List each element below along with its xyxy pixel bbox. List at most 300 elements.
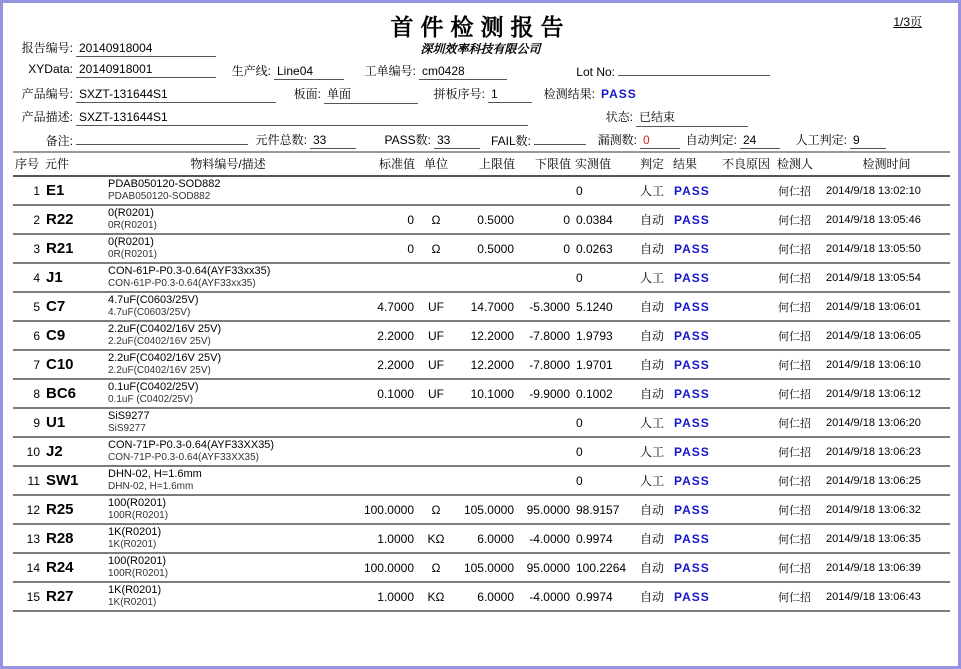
inspector-name: 何仁招 bbox=[775, 263, 823, 292]
inspection-time: 2014/9/18 13:06:23 bbox=[823, 437, 950, 466]
standard-value: 2.2000 bbox=[351, 350, 417, 379]
part-description bbox=[105, 263, 351, 292]
judge-mode: 自动 bbox=[633, 582, 671, 611]
part-number: 1K(R0201) bbox=[108, 526, 162, 538]
measured-value: 0.9974 bbox=[573, 582, 633, 611]
defect-reason bbox=[717, 350, 775, 379]
field-report-no bbox=[11, 39, 216, 56]
report-header bbox=[3, 3, 958, 151]
field-label: 漏测数: bbox=[597, 133, 637, 147]
col-header-component: 元件 bbox=[43, 152, 105, 176]
field-panel-index bbox=[421, 85, 532, 102]
lower-limit: -4.0000 bbox=[517, 524, 573, 553]
field-label: 拼板序号: bbox=[433, 87, 485, 101]
table-row bbox=[13, 495, 950, 524]
unit bbox=[417, 437, 455, 466]
row-index: 4 bbox=[13, 263, 43, 292]
row-index: 12 bbox=[13, 495, 43, 524]
field-label: 人工判定: bbox=[795, 133, 847, 147]
defect-reason bbox=[717, 263, 775, 292]
standard-value bbox=[351, 408, 417, 437]
part-number: 4.7uF(C0603/25V) bbox=[108, 294, 199, 306]
inspector-name: 何仁招 bbox=[775, 437, 823, 466]
component-name: C10 bbox=[43, 350, 105, 379]
upper-limit bbox=[455, 437, 517, 466]
component-name: J2 bbox=[43, 437, 105, 466]
result-badge: PASS bbox=[671, 582, 717, 611]
field-total-components bbox=[245, 131, 356, 148]
field-status bbox=[595, 108, 748, 125]
measured-value: 0 bbox=[573, 263, 633, 292]
component-name: E1 bbox=[43, 176, 105, 205]
defect-reason bbox=[717, 292, 775, 321]
defect-reason bbox=[717, 408, 775, 437]
inspection-time: 2014/9/18 13:06:01 bbox=[823, 292, 950, 321]
judge-mode: 自动 bbox=[633, 234, 671, 263]
table-header-row bbox=[13, 152, 950, 176]
part-description bbox=[105, 176, 351, 205]
field-label: 备注: bbox=[45, 134, 73, 148]
col-header-judge: 判定 bbox=[633, 152, 671, 176]
standard-value: 100.0000 bbox=[351, 495, 417, 524]
unit: UF bbox=[417, 292, 455, 321]
table-row bbox=[13, 582, 950, 611]
row-index: 15 bbox=[13, 582, 43, 611]
part-desc-line2: 0R(R0201) bbox=[108, 249, 157, 260]
lower-limit bbox=[517, 408, 573, 437]
unit: UF bbox=[417, 321, 455, 350]
lower-limit: 95.0000 bbox=[517, 553, 573, 582]
col-header-upper: 上限值 bbox=[455, 152, 517, 176]
field-test-result bbox=[531, 85, 640, 102]
table-row bbox=[13, 292, 950, 321]
lower-limit: 0 bbox=[517, 234, 573, 263]
measured-value: 0 bbox=[573, 408, 633, 437]
field-value: 33 bbox=[434, 133, 480, 149]
upper-limit bbox=[455, 176, 517, 205]
field-label: 板面: bbox=[293, 87, 321, 101]
field-value: 33 bbox=[310, 133, 356, 149]
field-pass-count bbox=[373, 131, 480, 148]
unit: Ω bbox=[417, 495, 455, 524]
judge-mode: 人工 bbox=[633, 408, 671, 437]
col-header-standard: 标准值 bbox=[351, 152, 417, 176]
inspector-name: 何仁招 bbox=[775, 582, 823, 611]
measured-value: 100.2264 bbox=[573, 553, 633, 582]
row-index: 2 bbox=[13, 205, 43, 234]
field-production-line bbox=[223, 62, 344, 79]
upper-limit: 105.0000 bbox=[455, 495, 517, 524]
upper-limit: 12.2000 bbox=[455, 321, 517, 350]
upper-limit: 0.5000 bbox=[455, 234, 517, 263]
measured-value: 0 bbox=[573, 466, 633, 495]
results-table-body bbox=[13, 176, 950, 611]
part-description bbox=[105, 524, 351, 553]
inspector-name: 何仁招 bbox=[775, 495, 823, 524]
judge-mode: 人工 bbox=[633, 176, 671, 205]
table-row bbox=[13, 466, 950, 495]
field-auto-judge bbox=[679, 131, 780, 148]
missed-count-value: 0 bbox=[640, 133, 680, 149]
field-label: 检测结果: bbox=[543, 87, 595, 101]
upper-limit: 14.7000 bbox=[455, 292, 517, 321]
lower-limit: -7.8000 bbox=[517, 321, 573, 350]
defect-reason bbox=[717, 466, 775, 495]
measured-value: 1.9793 bbox=[573, 321, 633, 350]
defect-reason bbox=[717, 234, 775, 263]
upper-limit: 0.5000 bbox=[455, 205, 517, 234]
table-row bbox=[13, 350, 950, 379]
component-name: C9 bbox=[43, 321, 105, 350]
field-value bbox=[76, 131, 248, 145]
standard-value: 1.0000 bbox=[351, 524, 417, 553]
component-name: U1 bbox=[43, 408, 105, 437]
part-number: 100(R0201) bbox=[108, 497, 167, 509]
measured-value: 0.0384 bbox=[573, 205, 633, 234]
part-desc-line2: 2.2uF(C0402/16V 25V) bbox=[108, 336, 211, 347]
inspector-name: 何仁招 bbox=[775, 292, 823, 321]
defect-reason bbox=[717, 205, 775, 234]
inspection-time: 2014/9/18 13:06:12 bbox=[823, 379, 950, 408]
component-name: C7 bbox=[43, 292, 105, 321]
measured-value: 0.0263 bbox=[573, 234, 633, 263]
judge-mode: 自动 bbox=[633, 495, 671, 524]
unit: KΩ bbox=[417, 524, 455, 553]
field-label: 产品描述: bbox=[21, 110, 73, 124]
inspection-time: 2014/9/18 13:06:25 bbox=[823, 466, 950, 495]
component-name: R25 bbox=[43, 495, 105, 524]
defect-reason bbox=[717, 321, 775, 350]
field-value bbox=[534, 131, 586, 145]
inspector-name: 何仁招 bbox=[775, 524, 823, 553]
field-label: XYData: bbox=[28, 62, 73, 76]
field-label: PASS数: bbox=[384, 133, 431, 147]
row-index: 1 bbox=[13, 176, 43, 205]
part-desc-line2: PDAB050120-SOD882 bbox=[108, 191, 211, 202]
inspector-name: 何仁招 bbox=[775, 379, 823, 408]
upper-limit bbox=[455, 408, 517, 437]
col-header-inspector: 检测人 bbox=[775, 152, 823, 176]
field-value: 9 bbox=[850, 133, 886, 149]
field-label: Lot No: bbox=[576, 65, 615, 79]
unit: Ω bbox=[417, 234, 455, 263]
unit bbox=[417, 176, 455, 205]
col-header-time: 检测时间 bbox=[823, 152, 950, 176]
inspector-name: 何仁招 bbox=[775, 408, 823, 437]
part-desc-line2: DHN-02, H=1.6mm bbox=[108, 481, 194, 492]
upper-limit: 6.0000 bbox=[455, 524, 517, 553]
part-number: DHN-02, H=1.6mm bbox=[108, 468, 202, 480]
part-description bbox=[105, 553, 351, 582]
part-desc-line2: 1K(R0201) bbox=[108, 539, 157, 550]
part-description bbox=[105, 321, 351, 350]
part-desc-line2: 2.2uF(C0402/16V 25V) bbox=[108, 365, 211, 376]
inspection-time: 2014/9/18 13:06:43 bbox=[823, 582, 950, 611]
part-description bbox=[105, 466, 351, 495]
defect-reason bbox=[717, 176, 775, 205]
table-row bbox=[13, 234, 950, 263]
lower-limit: -7.8000 bbox=[517, 350, 573, 379]
standard-value: 2.2000 bbox=[351, 321, 417, 350]
field-lot-no bbox=[561, 62, 770, 79]
lower-limit bbox=[517, 466, 573, 495]
component-name: R22 bbox=[43, 205, 105, 234]
part-description bbox=[105, 205, 351, 234]
unit: UF bbox=[417, 379, 455, 408]
result-badge: PASS bbox=[671, 466, 717, 495]
part-number: CON-71P-P0.3-0.64(AYF33XX35) bbox=[108, 439, 275, 451]
inspection-time: 2014/9/18 13:02:10 bbox=[823, 176, 950, 205]
table-row bbox=[13, 205, 950, 234]
standard-value bbox=[351, 263, 417, 292]
part-desc-line2: SiS9277 bbox=[108, 423, 146, 434]
table-row bbox=[13, 263, 950, 292]
inspection-time: 2014/9/18 13:05:50 bbox=[823, 234, 950, 263]
defect-reason bbox=[717, 495, 775, 524]
field-fail-count bbox=[483, 131, 586, 148]
defect-reason bbox=[717, 379, 775, 408]
part-number: 2.2uF(C0402/16V 25V) bbox=[108, 323, 222, 335]
field-product-no bbox=[11, 85, 276, 102]
field-value: 20140918004 bbox=[76, 41, 216, 57]
defect-reason bbox=[717, 582, 775, 611]
field-board-side bbox=[285, 85, 418, 102]
table-row bbox=[13, 321, 950, 350]
part-description bbox=[105, 495, 351, 524]
field-label: 生产线: bbox=[231, 64, 271, 78]
row-index: 13 bbox=[13, 524, 43, 553]
col-header-result: 结果 bbox=[671, 152, 717, 176]
inspector-name: 何仁招 bbox=[775, 176, 823, 205]
table-row bbox=[13, 437, 950, 466]
part-description bbox=[105, 234, 351, 263]
page-title: 首件检测报告 bbox=[390, 14, 571, 40]
measured-value: 98.9157 bbox=[573, 495, 633, 524]
row-index: 11 bbox=[13, 466, 43, 495]
col-header-index: 序号 bbox=[13, 152, 43, 176]
field-value: Line04 bbox=[274, 64, 344, 80]
lower-limit bbox=[517, 176, 573, 205]
inspection-time: 2014/9/18 13:06:39 bbox=[823, 553, 950, 582]
result-badge: PASS bbox=[671, 379, 717, 408]
inspector-name: 何仁招 bbox=[775, 466, 823, 495]
row-index: 6 bbox=[13, 321, 43, 350]
result-badge: PASS bbox=[671, 234, 717, 263]
inspector-name: 何仁招 bbox=[775, 553, 823, 582]
unit: Ω bbox=[417, 205, 455, 234]
standard-value: 100.0000 bbox=[351, 553, 417, 582]
field-value: 已结束 bbox=[636, 108, 748, 127]
component-name: SW1 bbox=[43, 466, 105, 495]
inspector-name: 何仁招 bbox=[775, 321, 823, 350]
row-index: 14 bbox=[13, 553, 43, 582]
inspection-time: 2014/9/18 13:06:10 bbox=[823, 350, 950, 379]
judge-mode: 自动 bbox=[633, 205, 671, 234]
inspection-time: 2014/9/18 13:06:35 bbox=[823, 524, 950, 553]
defect-reason bbox=[717, 524, 775, 553]
lower-limit: -5.3000 bbox=[517, 292, 573, 321]
inspection-time: 2014/9/18 13:05:46 bbox=[823, 205, 950, 234]
table-row bbox=[13, 524, 950, 553]
result-badge: PASS bbox=[671, 524, 717, 553]
part-desc-line2: 0.1uF (C0402/25V) bbox=[108, 394, 194, 405]
field-label: 状态: bbox=[605, 110, 633, 124]
upper-limit: 12.2000 bbox=[455, 350, 517, 379]
component-name: BC6 bbox=[43, 379, 105, 408]
judge-mode: 自动 bbox=[633, 292, 671, 321]
field-label: 自动判定: bbox=[685, 133, 737, 147]
page-indicator: 1/3页 bbox=[893, 15, 922, 29]
field-xydata bbox=[11, 62, 216, 79]
col-header-defect: 不良原因 bbox=[717, 152, 775, 176]
part-number: 1K(R0201) bbox=[108, 584, 162, 596]
field-label: 元件总数: bbox=[255, 133, 307, 147]
field-value: 20140918001 bbox=[76, 62, 216, 78]
inspector-name: 何仁招 bbox=[775, 205, 823, 234]
part-description bbox=[105, 437, 351, 466]
result-badge: PASS bbox=[671, 205, 717, 234]
table-row bbox=[13, 176, 950, 205]
row-index: 10 bbox=[13, 437, 43, 466]
part-desc-line2: CON-71P-P0.3-0.64(AYF33XX35) bbox=[108, 452, 259, 463]
field-value bbox=[618, 62, 770, 76]
field-label: 工单编号: bbox=[364, 64, 416, 78]
results-table bbox=[13, 151, 950, 612]
standard-value: 0 bbox=[351, 205, 417, 234]
defect-reason bbox=[717, 437, 775, 466]
field-manual-judge bbox=[789, 131, 886, 148]
row-index: 3 bbox=[13, 234, 43, 263]
component-name: R28 bbox=[43, 524, 105, 553]
part-desc-line2: 100R(R0201) bbox=[108, 568, 169, 579]
unit: KΩ bbox=[417, 582, 455, 611]
judge-mode: 自动 bbox=[633, 379, 671, 408]
part-desc-line2: 1K(R0201) bbox=[108, 597, 157, 608]
lower-limit bbox=[517, 263, 573, 292]
upper-limit bbox=[455, 466, 517, 495]
part-desc-line2: 100R(R0201) bbox=[108, 510, 169, 521]
inspection-time: 2014/9/18 13:06:05 bbox=[823, 321, 950, 350]
lower-limit: 95.0000 bbox=[517, 495, 573, 524]
judge-mode: 自动 bbox=[633, 524, 671, 553]
result-badge: PASS bbox=[671, 553, 717, 582]
part-desc-line2: 0R(R0201) bbox=[108, 220, 157, 231]
result-badge: PASS bbox=[671, 408, 717, 437]
lower-limit: -9.9000 bbox=[517, 379, 573, 408]
col-header-lower: 下限值 bbox=[517, 152, 573, 176]
inspector-name: 何仁招 bbox=[775, 350, 823, 379]
field-remark bbox=[11, 131, 248, 148]
lower-limit: -4.0000 bbox=[517, 582, 573, 611]
lower-limit bbox=[517, 437, 573, 466]
table-row bbox=[13, 379, 950, 408]
field-label: 产品编号: bbox=[21, 87, 73, 101]
judge-mode: 人工 bbox=[633, 466, 671, 495]
part-description bbox=[105, 408, 351, 437]
unit bbox=[417, 408, 455, 437]
measured-value: 0 bbox=[573, 176, 633, 205]
component-name: R24 bbox=[43, 553, 105, 582]
row-index: 7 bbox=[13, 350, 43, 379]
result-badge: PASS bbox=[671, 350, 717, 379]
judge-mode: 自动 bbox=[633, 553, 671, 582]
row-index: 8 bbox=[13, 379, 43, 408]
standard-value: 0 bbox=[351, 234, 417, 263]
upper-limit: 10.1000 bbox=[455, 379, 517, 408]
field-work-order-no bbox=[348, 62, 507, 79]
field-value: SXZT-131644S1 bbox=[76, 110, 528, 126]
result-badge: PASS bbox=[671, 176, 717, 205]
measured-value: 0.9974 bbox=[573, 524, 633, 553]
field-value: SXZT-131644S1 bbox=[76, 87, 276, 103]
col-header-part-desc: 物料编号/描述 bbox=[105, 152, 351, 176]
part-number: SiS9277 bbox=[108, 410, 150, 422]
part-desc-line2: 4.7uF(C0603/25V) bbox=[108, 307, 191, 318]
upper-limit: 6.0000 bbox=[455, 582, 517, 611]
col-header-measured: 实测值 bbox=[573, 152, 633, 176]
inspection-time: 2014/9/18 13:06:32 bbox=[823, 495, 950, 524]
field-value: 1 bbox=[488, 87, 532, 103]
field-label: 报告编号: bbox=[21, 41, 73, 55]
standard-value: 1.0000 bbox=[351, 582, 417, 611]
component-name: R21 bbox=[43, 234, 105, 263]
inspection-time: 2014/9/18 13:05:54 bbox=[823, 263, 950, 292]
standard-value bbox=[351, 176, 417, 205]
part-description bbox=[105, 379, 351, 408]
standard-value bbox=[351, 466, 417, 495]
part-description bbox=[105, 582, 351, 611]
part-description bbox=[105, 292, 351, 321]
unit: UF bbox=[417, 350, 455, 379]
measured-value: 0.1002 bbox=[573, 379, 633, 408]
upper-limit: 105.0000 bbox=[455, 553, 517, 582]
result-badge: PASS bbox=[671, 495, 717, 524]
inspector-name: 何仁招 bbox=[775, 234, 823, 263]
part-number: PDAB050120-SOD882 bbox=[108, 178, 221, 190]
part-number: 2.2uF(C0402/16V 25V) bbox=[108, 352, 222, 364]
lower-limit: 0 bbox=[517, 205, 573, 234]
measured-value: 0 bbox=[573, 437, 633, 466]
inspection-time: 2014/9/18 13:06:20 bbox=[823, 408, 950, 437]
standard-value: 4.7000 bbox=[351, 292, 417, 321]
part-number: 100(R0201) bbox=[108, 555, 167, 567]
table-row bbox=[13, 408, 950, 437]
component-name: J1 bbox=[43, 263, 105, 292]
test-result-value: PASS bbox=[601, 87, 637, 101]
result-badge: PASS bbox=[671, 437, 717, 466]
field-value: cm0428 bbox=[419, 64, 507, 80]
part-desc-line2: CON-61P-P0.3-0.64(AYF33xx35) bbox=[108, 278, 256, 289]
part-number: CON-61P-P0.3-0.64(AYF33xx35) bbox=[108, 265, 271, 277]
unit: Ω bbox=[417, 553, 455, 582]
measured-value: 5.1240 bbox=[573, 292, 633, 321]
upper-limit bbox=[455, 263, 517, 292]
judge-mode: 自动 bbox=[633, 321, 671, 350]
result-badge: PASS bbox=[671, 292, 717, 321]
judge-mode: 人工 bbox=[633, 263, 671, 292]
result-badge: PASS bbox=[671, 321, 717, 350]
row-index: 5 bbox=[13, 292, 43, 321]
col-header-unit: 单位 bbox=[417, 152, 455, 176]
table-row bbox=[13, 553, 950, 582]
field-missed-count bbox=[587, 131, 680, 148]
part-number: 0(R0201) bbox=[108, 207, 154, 219]
component-name: R27 bbox=[43, 582, 105, 611]
measured-value: 1.9701 bbox=[573, 350, 633, 379]
field-value: 单面 bbox=[324, 85, 418, 104]
row-index: 9 bbox=[13, 408, 43, 437]
standard-value: 0.1000 bbox=[351, 379, 417, 408]
